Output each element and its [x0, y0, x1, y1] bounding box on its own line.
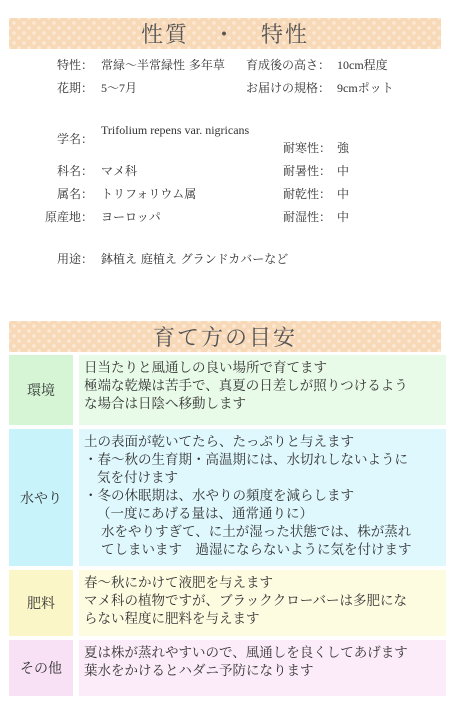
- scientific-label: 学名：: [57, 132, 94, 146]
- bloom-value: 5～7月: [101, 81, 138, 95]
- heat-label: 耐暑性：: [283, 164, 332, 178]
- section-title-care: 育て方の目安: [152, 326, 297, 351]
- height-value: 10cm程度: [337, 58, 388, 72]
- genus-value: トリフォリウム属: [101, 187, 197, 201]
- care-line: （一度にあげる量は、通常通りに）: [97, 506, 313, 522]
- care-label-text: 肥料: [27, 596, 55, 612]
- section-title-properties: 性質 ・ 特性: [140, 23, 309, 48]
- care-label-text: 水やり: [20, 490, 62, 507]
- care-label-text: 環境: [27, 383, 55, 399]
- origin-value: ヨーロッパ: [101, 210, 161, 224]
- cold-value: 強: [337, 141, 350, 155]
- care-body-watering: [79, 429, 446, 566]
- care-label-environment: [9, 355, 73, 425]
- origin-label: 原産地：: [45, 210, 94, 224]
- genus-label: 属名：: [57, 187, 94, 201]
- care-line: マメ科の植物ですが、ブラッククローバーは多肥にな: [84, 593, 408, 609]
- care-row-fertilizer: [9, 570, 446, 636]
- delivery-label: お届けの規格：: [246, 81, 331, 95]
- care-row-environment: [9, 355, 446, 425]
- care-line: 極端な乾燥は苦手で、真夏の日差しが照りつけるよう: [84, 378, 408, 394]
- care-line: らない程度に肥料を与えます: [84, 611, 260, 627]
- scientific-value: Trifolium repens var. nigricans: [101, 123, 250, 137]
- heat-value: 中: [337, 164, 350, 178]
- care-label-fertilizer: [9, 570, 73, 636]
- care-line: 気を付けます: [97, 470, 178, 486]
- care-line: 水をやりすぎて、に土が湿った状態では、株が蒸れ: [101, 524, 412, 540]
- humid-label: 耐湿性：: [283, 210, 332, 224]
- humid-value: 中: [337, 210, 350, 224]
- care-line: 葉水をかけるとハダニ予防になります: [84, 663, 314, 679]
- care-line: 日当たりと風通しの良い場所で育てます: [84, 360, 327, 376]
- care-line: 春～秋にかけて液肥を与えます: [84, 575, 273, 591]
- family-value: マメ科: [101, 164, 138, 178]
- cold-label: 耐寒性：: [283, 141, 332, 155]
- care-label-watering: [9, 429, 73, 566]
- care-line: ・春～秋の生育期・高温期には、水切れしないように: [84, 452, 408, 468]
- height-label: 育成後の高さ：: [246, 58, 331, 72]
- section-banner-care: [9, 321, 441, 352]
- use-value: 鉢植え 庭植え グランドカバーなど: [101, 252, 289, 266]
- delivery-value: 9cmポット: [337, 81, 394, 95]
- care-line: 土の表面が乾いてたら、たっぷりと与えます: [84, 434, 354, 450]
- care-row-watering: [9, 429, 446, 566]
- care-line: てしまいます 過湿にならないように気を付けます: [101, 542, 412, 558]
- care-line: ・冬の休眠期は、水やりの頻度を減らします: [84, 488, 354, 504]
- bloom-label: 花期：: [57, 81, 94, 95]
- use-label: 用途：: [57, 252, 94, 266]
- dry-value: 中: [337, 187, 350, 201]
- properties-block: [0, 0, 457, 300]
- care-row-other: [9, 640, 446, 696]
- care-body-fertilizer: [79, 570, 446, 636]
- characteristic-value: 常緑～半常緑性 多年草: [101, 58, 225, 72]
- care-line: な場合は日陰へ移動します: [84, 396, 246, 412]
- dry-label: 耐乾性：: [283, 187, 332, 201]
- family-label: 科名：: [57, 164, 94, 178]
- care-label-text: その他: [20, 661, 62, 677]
- care-label-other: [9, 640, 73, 696]
- characteristic-label: 特性：: [57, 58, 94, 72]
- care-body-other: [79, 640, 446, 696]
- care-line: 夏は株が蒸れやすいので、風通しを良くしてあげます: [84, 645, 408, 661]
- care-body-environment: [79, 355, 446, 425]
